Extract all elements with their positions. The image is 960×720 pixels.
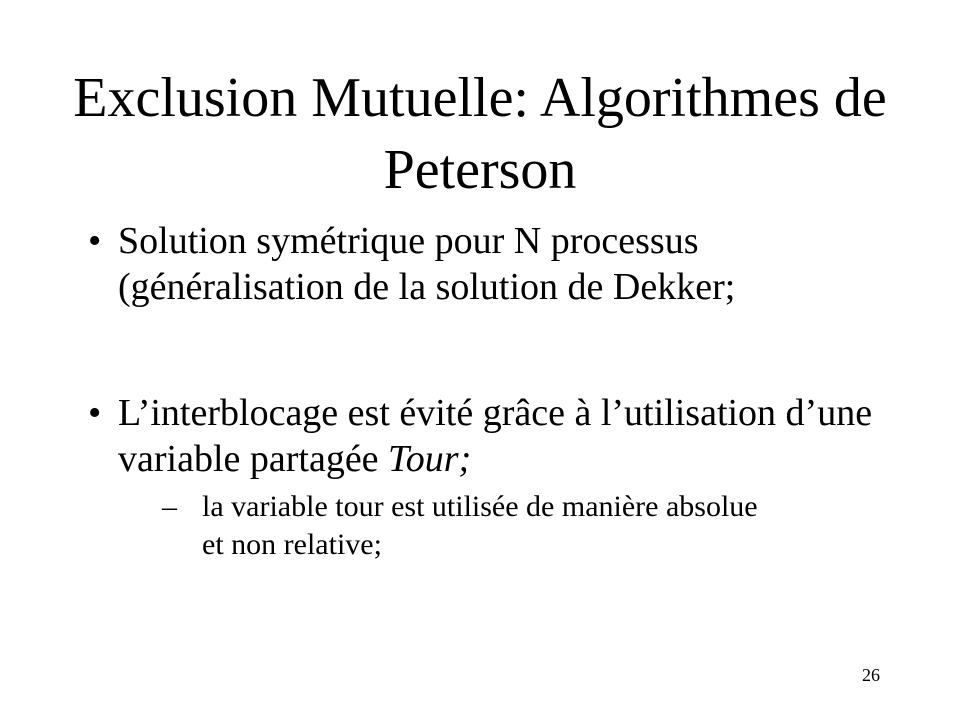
slide-title: Exclusion Mutuelle: Algorithmes de Peterson (73, 67, 887, 201)
bullet-item (88, 390, 918, 564)
sub-bullet-text: la variable tour est utilisée de manière absolue et non relative; (202, 490, 758, 561)
bullet-marker: • (88, 392, 102, 434)
bullet-text: Solution symétrique pour N processus (généralisation de la solution de Dekker; (118, 220, 736, 308)
bullet-text-italic: Tour; (388, 438, 472, 480)
bullet-marker: • (88, 220, 102, 262)
sub-bullet-marker: – (162, 490, 177, 523)
page-number: 26 (862, 665, 880, 685)
bullet-text: L’interblocage est évité grâce à l’utilisation d’une variable partagée (118, 392, 873, 480)
sub-bullet-item (162, 488, 762, 564)
bullet-item (88, 218, 918, 310)
sub-bullet-list (118, 488, 918, 564)
bullet-list (88, 218, 918, 564)
